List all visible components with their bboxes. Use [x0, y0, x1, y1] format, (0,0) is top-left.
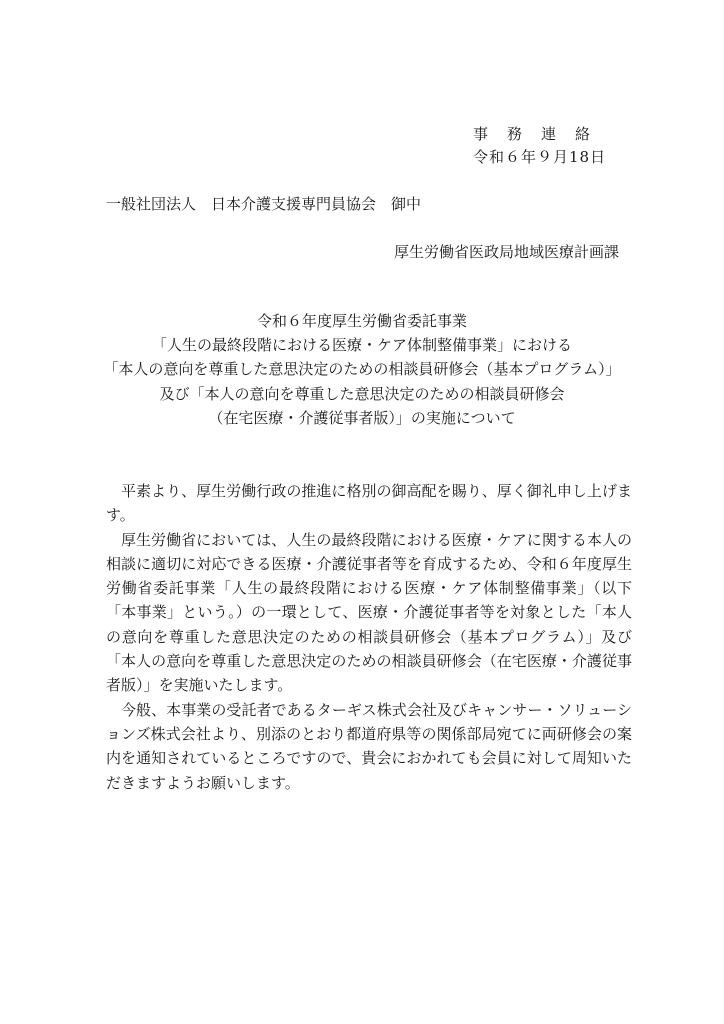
body-paragraph-request: 今般、本事業の受託者であるターギス株式会社及びキャンサー・ソリューションズ株式会社より、別添のとおり都道府県等の関係部局宛てに両研修会の案内を通知されているところですので、貴会におかれても会員に対して周知いただきますようお願いします。	[106, 700, 632, 792]
body-paragraph-greeting: 平素より、厚生労働行政の推進に格別の御高配を賜り、厚く御礼申し上げます。	[106, 482, 632, 525]
document-date: 令和６年９月18日	[473, 148, 607, 166]
document-type-label: 事務連絡	[473, 125, 610, 143]
body-paragraph-training-overview: 厚生労働省においては、人生の最終段階における医療・ケアに関する本人の相談に適切に対応できる医療・介護従事者等を育成するため、令和６年度厚生労働省委託事業「人生の最終段階における医療・ケア体制整備事業」（以下「本事業」という。）の一環として、医療・介護従事者等を対象とした「本人の意向を尊重した意思決定のための相談員研修会（基本プログラム）」及び「本人の意向を尊重した意思決定のための相談員研修会（在宅医療・介護従事者版）」を実施いたします。	[106, 530, 632, 695]
title-line-4: 及び「本人の意向を尊重した意思決定のための相談員研修会	[159, 385, 565, 403]
title-line-3: 「本人の意向を尊重した意思決定のための相談員研修会（基本プログラム）」	[103, 360, 621, 378]
body-text	[106, 479, 632, 795]
sender-department: 厚生労働省医政局地域医療計画課	[393, 243, 619, 261]
title-line-2: 「人生の最終段階における医療・ケア体制整備事業」における	[151, 336, 572, 354]
addressee: 一般社団法人 日本介護支援専門員協会 御中	[106, 195, 422, 213]
title-line-5: （在宅医療・介護従事者版）」の実施について	[208, 409, 516, 427]
title-line-1: 令和６年度厚生労働省委託事業	[256, 312, 467, 330]
